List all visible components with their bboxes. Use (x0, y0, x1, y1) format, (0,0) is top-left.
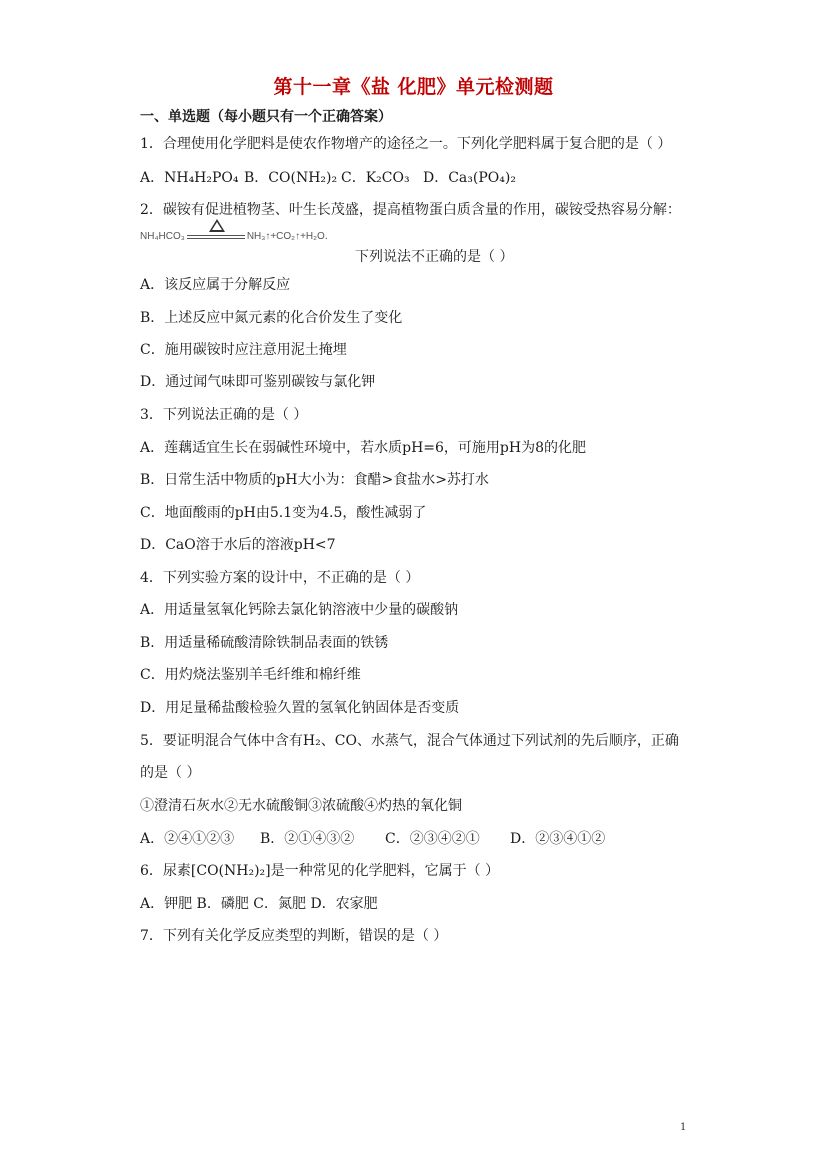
option-c: C．K₂CO₃ (341, 170, 410, 186)
equation-products: NH₃↑+CO₂↑+H₂O． (246, 231, 335, 242)
question-3-option-a: A．莲藕适宜生长在弱碱性环境中，若水质pH=6，可施用pH为8的化肥 (140, 440, 586, 456)
question-6-stem: 6．尿素[CO(NH₂)₂]是一种常见的化学肥料，它属于（ ） (140, 863, 500, 879)
question-5-stem-line2: 的是（ ） (140, 765, 201, 781)
option-b: B．②①④③② (260, 831, 355, 847)
question-5-stem-line1: 5．要证明混合气体中含有H₂、CO、水蒸气，混合气体通过下列试剂的先后顺序，正确 (140, 733, 679, 749)
question-2-tail: 下列说法不正确的是（ ） (355, 249, 514, 265)
option-d: D．Ca₃(PO₄)₂ (423, 170, 516, 186)
heat-triangle-icon (187, 229, 245, 243)
question-2-option-d: D．通过闻气味即可鉴别碳铵与氯化钾 (140, 374, 376, 390)
option-d: D．②③④①② (510, 831, 606, 847)
question-3-option-b: B．日常生活中物质的pH大小为：食醋>食盐水>苏打水 (140, 472, 489, 488)
question-4-option-c: C．用灼烧法鉴别羊毛纤维和棉纤维 (140, 667, 361, 683)
option-a: A．②④①②③ (140, 831, 235, 847)
page-number: 1 (680, 1122, 687, 1133)
question-1-options (140, 168, 516, 188)
question-3-option-c: C．地面酸雨的pH由5.1变为4.5，酸性减弱了 (140, 505, 427, 521)
question-5-reagents: ①澄清石灰水②无水硫酸铜③浓硫酸④灼热的氧化铜 (140, 798, 462, 814)
question-2-stem: 2．碳铵有促进植物茎、叶生长茂盛，提高植物蛋白质含量的作用，碳铵受热容易分解： (140, 202, 681, 218)
question-4-stem: 4．下列实验方案的设计中，不正确的是（ ） (140, 570, 420, 586)
question-2-option-a: A．该反应属于分解反应 (140, 277, 291, 293)
option-b: B．CO(NH₂)₂ (244, 170, 338, 186)
question-2-option-c: C．施用碳铵时应注意用泥土掩埋 (140, 342, 347, 358)
option-a: A．NH₄H₂PO₄ (140, 170, 239, 186)
question-3-stem: 3．下列说法正确的是（ ） (140, 407, 308, 423)
question-5-options (140, 829, 605, 849)
question-3-option-d: D．CaO溶于水后的溶液pH<7 (140, 537, 336, 553)
question-2-option-b: B．上述反应中氮元素的化合价发生了变化 (140, 310, 403, 326)
equation-reactant: NH₄HCO₃ (140, 231, 185, 242)
question-4-option-a: A．用适量氢氧化钙除去氯化钠溶液中少量的碳酸钠 (140, 602, 459, 618)
option-c: C．②③④②① (385, 831, 480, 847)
document-title: 第十一章《盐 化肥》单元检测题 (273, 76, 554, 98)
question-7-stem: 7．下列有关化学反应类型的判断，错误的是（ ） (140, 928, 448, 944)
section-heading: 一、单选题（每小题只有一个正确答案） (140, 109, 392, 125)
question-1-stem: 1．合理使用化学肥料是使农作物增产的途径之一。下列化学肥料属于复合肥的是（ ） (140, 136, 672, 152)
question-4-option-d: D．用足量稀盐酸检验久置的氢氧化钠固体是否变质 (140, 700, 460, 716)
question-4-option-b: B．用适量稀硫酸清除铁制品表面的铁锈 (140, 635, 389, 651)
chemical-equation (140, 227, 335, 243)
question-6-options: A．钾肥 B．磷肥 C．氮肥 D．农家肥 (140, 896, 378, 912)
